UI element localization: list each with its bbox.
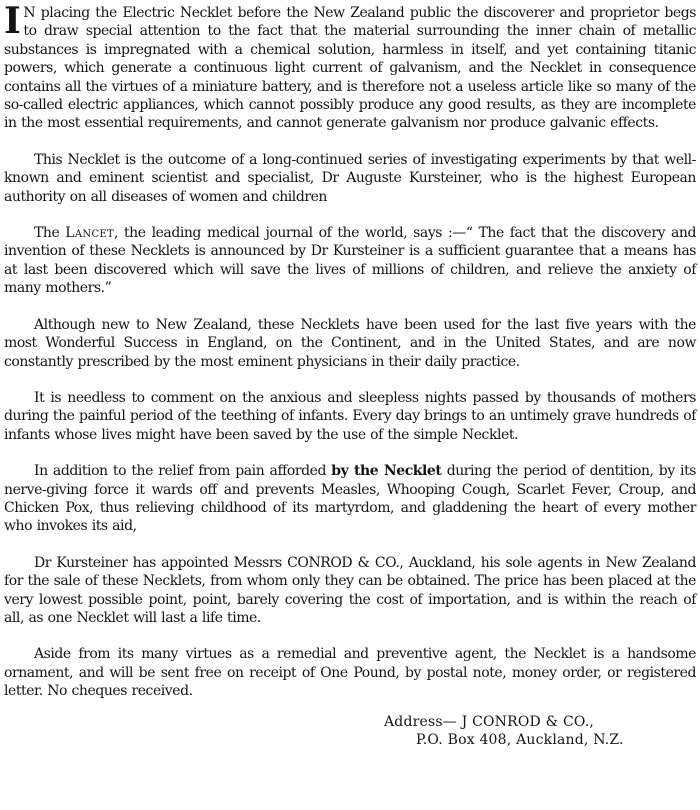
paragraph-origin: This Necklet is the outcome of a long-continued series of investigating experiments by that well-known and eminent scientist and specialist, Dr Auguste Kursteiner, who is the highest European authority on all diseases of women and children — [4, 151, 696, 205]
address-line-2: P.O. Box 408, Auckland, N.Z. — [416, 731, 624, 748]
paragraph-price: Aside from its many virtues as a remedial and preventive agent, the Necklet is a handsome ornament, and will be sent free on receipt of One Pound, by postal note, money order, or registered letter. No cheques received. — [4, 646, 696, 700]
paragraph-lancet — [4, 224, 696, 298]
paragraph-intro — [4, 0, 696, 133]
paragraph-teething: It is needless to comment on the anxious and sleepless nights passed by thousands of mothers during the painful period of the teething of infants. Every day brings to an untimely grave hundreds of infants whose lives might have been saved by the use of the simple Necklet. — [4, 389, 696, 443]
paragraph-relief — [4, 462, 696, 536]
address-line-1: Address— J CONROD & CO., — [384, 713, 595, 730]
paragraph-intro-text: N placing the Electric Necklet before the New Zealand public the discoverer and proprietor begs to draw special attention to the fact that the material surrounding the inner chain of metallic substances is impregnated with a chemical solution, harmless in itself, and yet containing titanic powers, which generate a continuous light current of galvanism, and the Necklet in consequence contains all the virtues of a miniature battery, and is therefore not a useless article like so many of the so-called electric appliances, which cannot possibly produce any good results, as they are incomplete in the most essential requirements, and cannot generate galvanism nor produce galvanic effects. — [4, 5, 696, 132]
paragraph-success: Although new to New Zealand, these Necklets have been used for the last five years with the most Wonderful Success in England, on the Continent, and in the United States, and are now constantly prescribed by the most eminent physicians in their daily practice. — [4, 316, 696, 370]
relief-before: In addition to the relief from pain afforded — [34, 463, 332, 480]
lancet-before: The — [34, 225, 66, 242]
relief-after: during the period of dentition, by its nerve-giving force it wards off and prevents Measles, Whooping Cough, Scarlet Fever, Croup, and Chicken Pox, thus relieving childhood of its martyrdom, and gladdening the heart of every mother who invokes its aid, — [4, 463, 697, 535]
lancet-quote: , the leading medical journal of the world, says :—“ The fact that the discovery and invention of these Necklets is announced by Dr Kursteiner is a sufficient guarantee that a means has at last been discovered which will save the lives of millions of children, and relieve the anxiety of many mothers.” — [4, 225, 696, 297]
address-block — [4, 713, 696, 749]
relief-bold: by the Necklet — [331, 463, 442, 480]
paragraph-agents: Dr Kursteiner has appointed Messrs CONROD & CO., Auckland, his sole agents in New Zealand for the sale of these Necklets, from whom only they can be obtained. The price has been placed at the very lowest possible point, point, barely covering the cost of importation, and is within the reach of all, as one Necklet will last a life time. — [4, 554, 696, 626]
lancet-title: Lancet — [65, 225, 114, 242]
drop-cap: I — [4, 0, 21, 42]
